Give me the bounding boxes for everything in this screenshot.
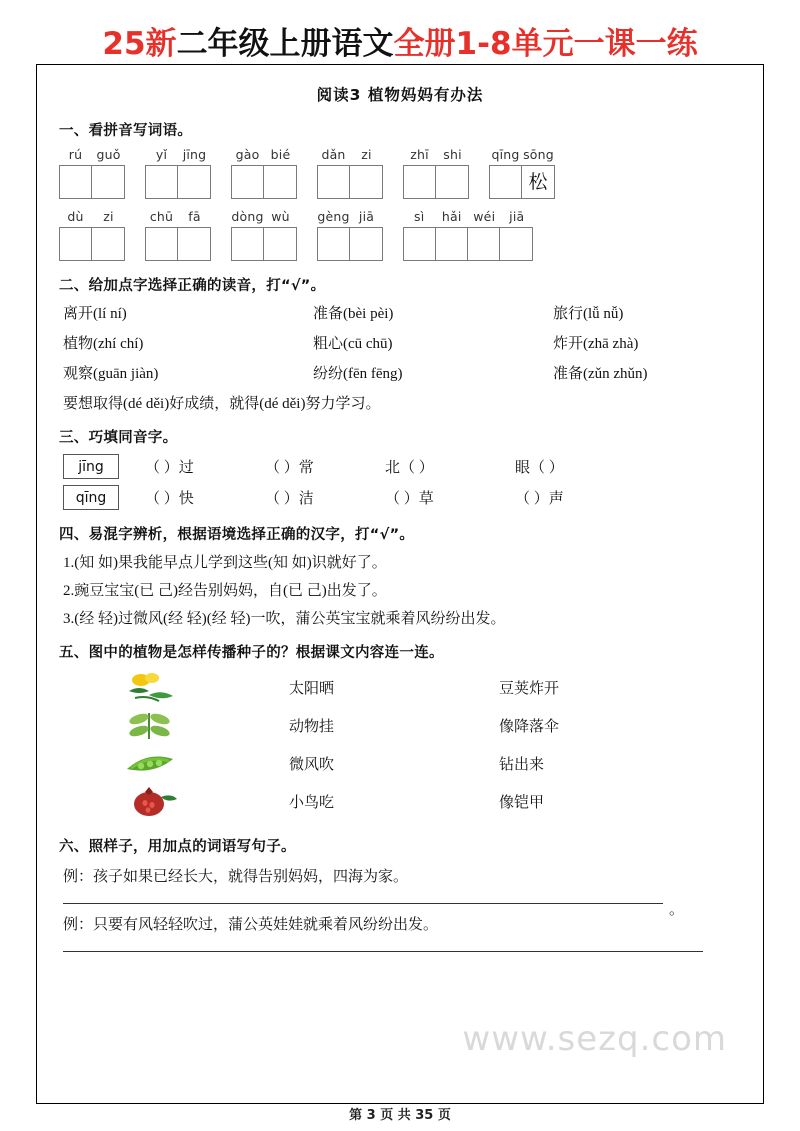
page-footer: 第 3 页 共 35 页 xyxy=(349,1108,451,1123)
pronunciation-item[interactable]: 离开(lí ní) xyxy=(63,306,127,322)
writing-box[interactable] xyxy=(92,166,124,198)
homophone-blank[interactable]: （ ）常 xyxy=(265,460,314,476)
pinyin-syllable: bié xyxy=(270,147,291,162)
pinyin-group xyxy=(317,147,383,199)
example-label: 例： xyxy=(63,869,94,885)
pinyin-syllable: rú xyxy=(68,147,83,162)
pinyin-syllable: guǒ xyxy=(96,147,121,162)
pinyin-syllable: dǎn xyxy=(321,147,346,162)
page-banner xyxy=(0,18,800,63)
pronunciation-choice-grid xyxy=(63,302,741,383)
section-4-heading: 四、易混字辨析，根据语境选择正确的汉字，打“√”。 xyxy=(59,527,415,543)
pinyin-syllable: sōng xyxy=(523,147,554,162)
banner-part1: 25新 xyxy=(102,26,177,62)
match-option[interactable]: 豆荚炸开 xyxy=(499,681,560,697)
section-5-heading: 五、图中的植物是怎样传播种子的？根据课文内容连一连。 xyxy=(59,645,444,661)
pinyin-label xyxy=(145,147,211,162)
writing-box[interactable] xyxy=(436,228,468,260)
match-option[interactable]: 太阳晒 xyxy=(289,681,335,697)
pinyin-syllable: chū xyxy=(149,209,174,224)
example-sentence-1 xyxy=(63,865,741,886)
writing-boxes[interactable] xyxy=(231,165,297,199)
writing-boxes[interactable] xyxy=(59,227,125,261)
writing-boxes[interactable] xyxy=(403,165,469,199)
writing-box[interactable] xyxy=(404,166,436,198)
banner-part2: 二年级上册语文 xyxy=(176,26,394,62)
pronunciation-item[interactable]: 旅行(lǚ nǚ) xyxy=(553,306,624,322)
section-3-heading: 三、巧填同音字。 xyxy=(59,430,178,446)
homophone-key: qīng xyxy=(63,485,119,510)
pinyin-syllable: gèng xyxy=(317,209,350,224)
writing-box[interactable] xyxy=(500,228,532,260)
pinyin-syllable: wù xyxy=(271,209,290,224)
pronunciation-item[interactable]: 准备(bèi pèi) xyxy=(313,306,394,322)
answer-line[interactable] xyxy=(63,902,663,904)
pinyin-syllable: sì xyxy=(414,209,425,224)
pronunciation-item[interactable]: 准备(zǔn zhǔn) xyxy=(553,366,648,382)
homophone-items xyxy=(145,456,635,477)
pinyin-syllable: zi xyxy=(361,147,372,162)
match-left-column xyxy=(289,670,499,822)
pinyin-group xyxy=(403,209,533,261)
pronunciation-item[interactable]: 粗心(cū chū) xyxy=(313,336,393,352)
answer-line-period: 。 xyxy=(669,902,685,918)
writing-box[interactable] xyxy=(318,166,350,198)
banner-part4: 一课一练 xyxy=(573,26,698,62)
pronunciation-item[interactable]: 纷纷(fēn fēng) xyxy=(313,366,403,382)
pinyin-syllable: jiā xyxy=(358,209,375,224)
confusable-item[interactable]: 2.豌豆宝宝(已 己)经告别妈妈，自(已 己)出发了。 xyxy=(63,583,387,599)
writing-box-filled[interactable]: 松 xyxy=(528,171,548,193)
writing-box[interactable] xyxy=(92,228,124,260)
homophone-row-qing xyxy=(63,485,741,510)
section-2-heading: 二、给加点字选择正确的读音，打“√”。 xyxy=(59,278,326,294)
confusable-item[interactable]: 1.(知 如)果我能早点儿学到这些(知 如)识就好了。 xyxy=(63,555,387,571)
pinyin-label xyxy=(145,209,211,224)
homophone-blank[interactable]: （ ）草 xyxy=(385,491,434,507)
pinyin-syllable: jiā xyxy=(509,209,525,224)
pinyin-group xyxy=(231,209,297,261)
writing-box[interactable] xyxy=(146,228,178,260)
writing-box[interactable] xyxy=(404,228,436,260)
match-option[interactable]: 像铠甲 xyxy=(499,795,545,811)
pinyin-syllable: zhī xyxy=(410,147,429,162)
homophone-key: jīng xyxy=(63,454,119,479)
homophone-items xyxy=(145,487,635,508)
writing-box[interactable] xyxy=(232,166,264,198)
pinyin-syllable: qīng xyxy=(491,147,520,162)
match-option[interactable]: 像降落伞 xyxy=(499,719,560,735)
pea-pod-icon xyxy=(119,746,229,782)
example-text: 孩子如果已经长大，就得告别妈妈，四海为家。 xyxy=(93,869,409,885)
writing-box[interactable] xyxy=(436,166,468,198)
maple-seed-icon xyxy=(119,708,229,744)
pinyin-label xyxy=(59,147,125,162)
pinyin-group xyxy=(59,147,125,199)
example-sentence-2 xyxy=(63,913,741,934)
pinyin-syllable: zi xyxy=(103,209,114,224)
pronunciation-item[interactable]: 植物(zhí chí) xyxy=(63,336,144,352)
pinyin-group xyxy=(317,209,383,261)
match-columns xyxy=(229,670,741,822)
pinyin-syllable: fā xyxy=(188,209,201,224)
pinyin-label xyxy=(489,147,555,162)
pinyin-label xyxy=(59,209,125,224)
pronunciation-item[interactable]: 炸开(zhā zhà) xyxy=(553,336,639,352)
homophone-blank[interactable]: （ ）快 xyxy=(145,491,194,507)
match-option[interactable]: 动物挂 xyxy=(289,719,335,735)
match-option[interactable]: 微风吹 xyxy=(289,757,335,773)
pinyin-syllable: gào xyxy=(235,147,260,162)
writing-box[interactable] xyxy=(60,228,92,260)
writing-box[interactable] xyxy=(318,228,350,260)
homophone-blank[interactable]: 北（ ） xyxy=(385,460,434,476)
writing-box[interactable] xyxy=(178,166,210,198)
pinyin-label xyxy=(403,147,469,162)
pinyin-label xyxy=(403,209,533,224)
writing-boxes[interactable] xyxy=(317,227,383,261)
writing-boxes[interactable] xyxy=(403,227,533,261)
page-title: 阅读3 植物妈妈有办法 xyxy=(316,86,484,104)
section-6-heading: 六、照样子，用加点的词语写句子。 xyxy=(59,839,296,855)
example-text: 只要有风轻轻吹过，蒲公英娃娃就乘着风纷纷出发。 xyxy=(93,917,439,933)
pronunciation-item[interactable]: 观察(guān jiàn) xyxy=(63,366,159,382)
pinyin-group xyxy=(59,209,125,261)
pinyin-group xyxy=(145,209,211,261)
pomegranate-icon xyxy=(119,784,229,820)
writing-box[interactable] xyxy=(350,228,382,260)
match-option[interactable]: 小鸟吃 xyxy=(289,795,335,811)
writing-boxes[interactable] xyxy=(231,227,297,261)
writing-box[interactable] xyxy=(146,166,178,198)
writing-boxes[interactable] xyxy=(59,165,125,199)
pinyin-syllable: wéi xyxy=(473,209,496,224)
writing-box[interactable] xyxy=(232,228,264,260)
matching-exercise xyxy=(59,670,741,822)
confusable-item[interactable]: 3.(经 轻)过微风(经 轻)(经 轻)一吹，蒲公英宝宝就乘着风纷纷出发。 xyxy=(63,611,506,627)
pinyin-syllable: yǐ xyxy=(155,147,168,162)
pinyin-syllable: jīng xyxy=(182,147,207,162)
homophone-blank[interactable]: （ ）过 xyxy=(145,460,194,476)
homophone-blank[interactable]: （ ）洁 xyxy=(265,491,314,507)
writing-boxes[interactable] xyxy=(145,165,211,199)
pinyin-group xyxy=(231,147,297,199)
writing-box[interactable] xyxy=(350,166,382,198)
pinyin-label xyxy=(231,147,297,162)
pinyin-group xyxy=(145,147,211,199)
match-option[interactable]: 钻出来 xyxy=(499,757,545,773)
pinyin-group xyxy=(489,147,555,199)
pinyin-syllable: hǎi xyxy=(441,209,462,224)
dandelion-icon xyxy=(119,670,229,706)
homophone-row-jing xyxy=(63,454,741,479)
watermark: www.sezq.com xyxy=(462,1019,727,1059)
pinyin-label xyxy=(231,209,297,224)
pinyin-grid-row-1 xyxy=(59,147,741,199)
worksheet-sheet xyxy=(36,64,764,1104)
match-right-column xyxy=(499,670,709,822)
writing-box[interactable] xyxy=(264,166,296,198)
pinyin-syllable: dù xyxy=(67,209,84,224)
homophone-blank[interactable]: （ ）声 xyxy=(515,491,564,507)
homophone-blank[interactable]: 眼（ ） xyxy=(515,460,564,476)
writing-boxes[interactable] xyxy=(317,165,383,199)
pinyin-syllable: shi xyxy=(443,147,462,162)
banner-part3: 全册1-8单元 xyxy=(393,26,574,62)
writing-box[interactable] xyxy=(264,228,296,260)
answer-line[interactable] xyxy=(63,950,703,952)
pinyin-grid-row-2 xyxy=(59,209,741,261)
writing-boxes[interactable] xyxy=(145,227,211,261)
writing-box[interactable] xyxy=(60,166,92,198)
example-label: 例： xyxy=(63,917,94,933)
plant-images xyxy=(59,670,229,822)
pinyin-label xyxy=(317,209,383,224)
writing-box[interactable] xyxy=(468,228,500,260)
pinyin-label xyxy=(317,147,383,162)
writing-box[interactable] xyxy=(490,166,522,198)
pinyin-syllable: dòng xyxy=(231,209,264,224)
writing-box[interactable] xyxy=(178,228,210,260)
pinyin-group xyxy=(403,147,469,199)
writing-boxes[interactable] xyxy=(489,165,555,199)
pronunciation-sentence[interactable]: 要想取得(dé děi)好成绩，就得(dé děi)努力学习。 xyxy=(63,396,381,412)
section-1-heading: 一、看拼音写词语。 xyxy=(59,123,193,139)
